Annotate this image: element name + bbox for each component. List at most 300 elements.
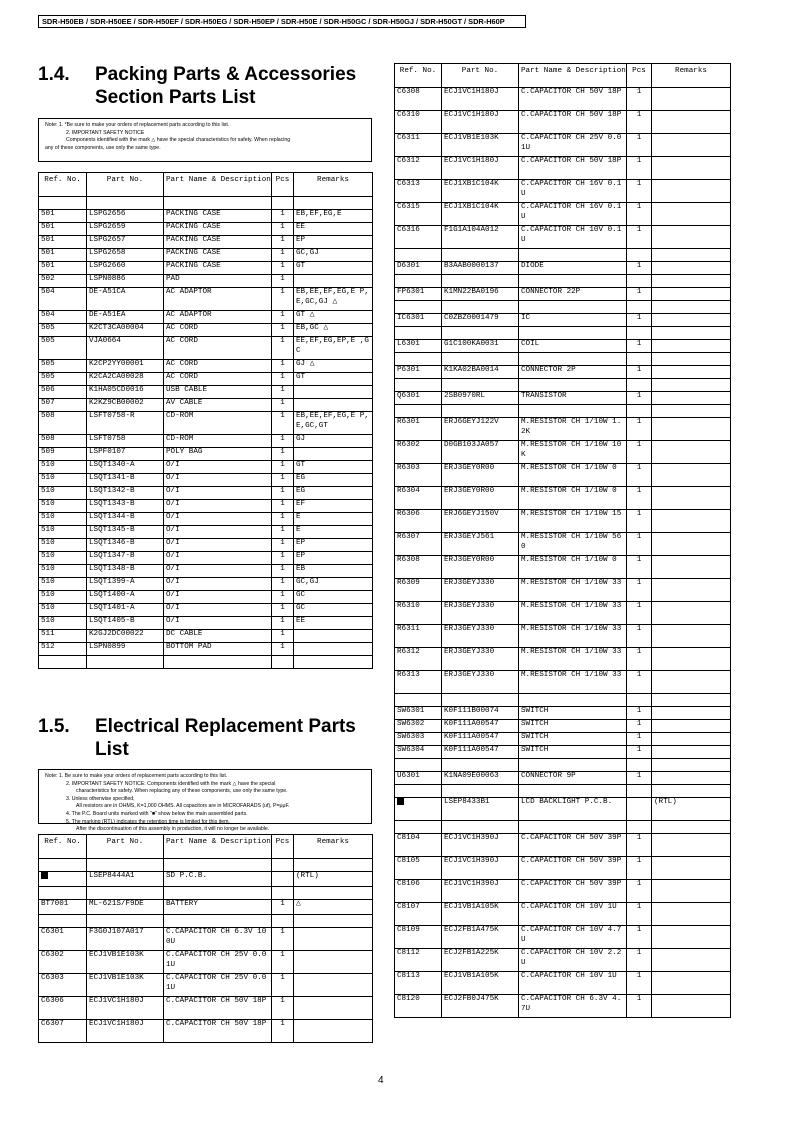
ref-number: 512 [41,643,55,651]
ref-cell [395,353,442,366]
quantity: 1 [272,604,294,617]
table-row [39,412,373,435]
ref-number: 501 [41,223,55,231]
part-name: TRANSISTOR [519,392,627,405]
quantity: 1 [627,707,652,720]
table-row [395,648,731,671]
quantity [627,249,652,262]
ref-cell [395,579,442,602]
ref-cell [395,340,442,353]
remarks-text: E [296,526,301,534]
remarks-cell [294,591,373,604]
part-number: K0F111B00074 [442,707,519,720]
remarks-cell [294,1020,373,1043]
ref-cell [39,643,87,656]
table-row [395,772,731,785]
part-name: CD-ROM [164,435,272,448]
part-name: SWITCH [519,733,627,746]
table-row [39,337,373,360]
remarks-cell [294,386,373,399]
part-name: PAD [164,275,272,288]
remarks-cell [294,887,373,900]
ref-number: 510 [41,539,55,547]
ref-cell [39,872,87,887]
remarks-cell [294,337,373,360]
remarks-cell [294,223,373,236]
part-name [519,785,627,798]
quantity: 1 [627,533,652,556]
part-name: AC CORD [164,324,272,337]
table-row [39,435,373,448]
ref-cell [395,379,442,392]
remarks-cell [652,288,731,301]
ref-number: 507 [41,399,55,407]
part-number: LSQT1340-A [87,461,164,474]
part-name: POLY BAG [164,448,272,461]
part-name: PACKING CASE [164,249,272,262]
part-number [442,759,519,772]
ref-cell [39,223,87,236]
part-name: CONNECTOR 2P [519,366,627,379]
ref-number: R6309 [397,579,420,587]
part-name: O/I [164,552,272,565]
part-name [164,197,272,210]
remarks-cell [652,249,731,262]
remarks-cell [294,872,373,887]
ref-cell [39,604,87,617]
part-name [164,656,272,669]
ref-cell [39,513,87,526]
ref-number: C6303 [41,974,64,982]
quantity: 1 [272,236,294,249]
part-number: K2CA2CA00028 [87,373,164,386]
ref-number: 510 [41,474,55,482]
part-name: M.RESISTOR CH 1/10W 33 [519,602,627,625]
col-part-header: Part No. [87,835,164,859]
remarks-cell [294,487,373,500]
table-row [395,733,731,746]
remarks-cell [294,630,373,643]
ref-cell [395,707,442,720]
part-name: SWITCH [519,746,627,759]
part-name: C.CAPACITOR CH 50V 18P [519,111,627,134]
remarks-cell [294,360,373,373]
remarks-cell [652,579,731,602]
ref-number: 510 [41,513,55,521]
ref-number: C8109 [397,926,420,934]
quantity: 1 [272,630,294,643]
quantity: 1 [272,552,294,565]
remarks-cell [294,997,373,1020]
table-row [395,720,731,733]
ref-cell [395,180,442,203]
part-number: LSPG2658 [87,249,164,262]
ref-number: 508 [41,435,55,443]
part-name [519,275,627,288]
part-number: B3AAB0000137 [442,262,519,275]
part-name: M.RESISTOR CH 1/10W 33 [519,625,627,648]
part-number: LSQT1343-B [87,500,164,513]
remarks-cell [294,915,373,928]
col-ref-header: Ref. No. [395,64,442,88]
ref-cell [39,951,87,974]
part-name: AC CORD [164,360,272,373]
remarks-text: GT [296,311,306,319]
ref-number: 505 [41,373,55,381]
remarks-cell [652,625,731,648]
remarks-cell [652,392,731,405]
part-number: K0F111A00547 [442,746,519,759]
part-number: K2KZ9CB00002 [87,399,164,412]
ref-number: C6316 [397,226,420,234]
remarks-cell [294,900,373,915]
part-number: ERJ3GEYJ330 [442,579,519,602]
part-number: ECJ1VC1H390J [442,834,519,857]
quantity: 1 [272,591,294,604]
remarks-cell [294,461,373,474]
remarks-text: EE [296,617,306,625]
part-name [519,379,627,392]
part-number: LSQT1400-A [87,591,164,604]
part-number: K2CT3CA00004 [87,324,164,337]
part-name: C.CAPACITOR CH 50V 39P [519,857,627,880]
quantity: 1 [627,648,652,671]
part-number: ECJ1VB1E103K [87,974,164,997]
part-name: SD P.C.B. [164,872,272,887]
quantity: 1 [627,366,652,379]
ref-cell [39,435,87,448]
part-name: C.CAPACITOR CH 16V 0.1U [519,203,627,226]
table-row [39,951,373,974]
ref-number: R6312 [397,648,420,656]
ref-cell [39,386,87,399]
remarks-cell [652,533,731,556]
col-remarks-header: Remarks [652,64,731,88]
remarks-cell [652,134,731,157]
ref-cell [395,288,442,301]
remarks-cell [294,448,373,461]
header-row [395,64,731,88]
table-row [395,926,731,949]
table-row [395,88,731,111]
ref-cell [39,197,87,210]
quantity [627,785,652,798]
table-row [39,210,373,223]
part-number: ERJ3GEYJ330 [442,602,519,625]
part-name [519,759,627,772]
table-row [39,526,373,539]
remarks-cell [294,275,373,288]
section-number: 1.4. [38,64,70,85]
remarks-cell [294,249,373,262]
ref-cell [395,327,442,340]
section-1-5-title [38,715,388,761]
ref-cell [395,926,442,949]
part-name: O/I [164,526,272,539]
table-row [39,275,373,288]
ref-number: R6303 [397,464,420,472]
part-number: ECJ1VC1H180J [442,157,519,180]
part-number [87,915,164,928]
quantity: 1 [627,464,652,487]
part-number [442,694,519,707]
note-line: 5. The marking (RTL) indicates the retention time is limited for this item. [66,818,230,825]
table-row [39,887,373,900]
table-row [39,324,373,337]
quantity [627,275,652,288]
remarks-cell [294,643,373,656]
part-number: K0F111A00547 [442,720,519,733]
ref-cell [395,157,442,180]
part-name [519,249,627,262]
part-name: M.RESISTOR CH 1/10W 33 [519,671,627,694]
part-name: C.CAPACITOR CH 10V 4.7U [519,926,627,949]
note-line: 2. IMPORTANT SAFETY NOTICE [66,129,145,136]
quantity [272,859,294,872]
part-number: ECJ1VB1E103K [87,951,164,974]
remarks-cell [652,340,731,353]
part-number: K2GJ2DC00022 [87,630,164,643]
table-row [395,275,731,288]
quantity: 1 [627,972,652,995]
note-line: All resistors are in OHMS, K=1,000 OHMS. All capacitors are in MICROFARADS (uf), P=μμF. [76,803,290,810]
part-name: O/I [164,513,272,526]
ref-cell [39,288,87,311]
quantity: 1 [272,928,294,951]
table-row [39,360,373,373]
ref-number: 510 [41,578,55,586]
table-row [39,399,373,412]
ref-number: SW6302 [397,720,425,728]
table-row [395,203,731,226]
table-row [39,500,373,513]
remarks-cell [652,275,731,288]
ref-number: 511 [41,630,55,638]
remarks-cell [294,311,373,324]
ref-cell [395,262,442,275]
remarks-text: (RTL) [296,872,319,880]
electrical-parts-table-continued [394,63,731,1018]
quantity: 1 [272,487,294,500]
remarks-cell [294,236,373,249]
ref-cell [39,275,87,288]
part-name: O/I [164,617,272,630]
part-number: ECJ1VC1H180J [442,88,519,111]
table-row [39,578,373,591]
quantity: 1 [272,974,294,997]
remarks-text: EB,GC [296,324,319,332]
part-number: ECJ1VC1H180J [87,1020,164,1043]
part-number: LSQT1344-B [87,513,164,526]
quantity: 1 [272,526,294,539]
table-row [39,311,373,324]
remarks-text: E [296,513,301,521]
packing-note [38,118,372,162]
table-row [395,392,731,405]
ref-cell [395,834,442,857]
part-number [442,405,519,418]
remarks-cell [652,366,731,379]
ref-number: 510 [41,487,55,495]
part-number [87,656,164,669]
part-number: ECJ1VC1H390J [442,880,519,903]
remarks-cell [652,602,731,625]
part-name: AC ADAPTOR [164,288,272,311]
safety-mark-icon: △ [309,359,315,368]
quantity: 1 [272,373,294,386]
ref-number: R6301 [397,418,420,426]
table-row [39,236,373,249]
ref-number: R6302 [397,441,420,449]
part-number [442,785,519,798]
ref-cell [395,203,442,226]
ref-number: R6310 [397,602,420,610]
part-name: C.CAPACITOR CH 25V 0.01U [519,134,627,157]
ref-cell [395,134,442,157]
table-row [395,111,731,134]
part-number: LSQT1348-B [87,565,164,578]
section-1-4-title [38,63,388,109]
remarks-cell [294,262,373,275]
ref-cell [395,111,442,134]
table-row [395,671,731,694]
part-number: ERJ6GEYJ150V [442,510,519,533]
part-number: ERJ3GEY0R00 [442,464,519,487]
remarks-cell [294,974,373,997]
part-number: F1G1A104A012 [442,226,519,249]
quantity: 1 [627,880,652,903]
col-remarks-header: Remarks [294,835,373,859]
table-row [39,859,373,872]
table-row [395,785,731,798]
part-name: USB CABLE [164,386,272,399]
quantity [272,197,294,210]
remarks-cell [652,857,731,880]
pcb-mark-icon [41,872,48,879]
part-number [442,327,519,340]
part-name: PACKING CASE [164,210,272,223]
col-name-header: Part Name & Description [164,173,272,197]
safety-mark-icon: △ [309,310,315,319]
quantity [627,379,652,392]
part-name: M.RESISTOR CH 1/10W 10K [519,441,627,464]
part-number: ECJ1VC1H180J [442,111,519,134]
part-name: AV CABLE [164,399,272,412]
part-name [164,887,272,900]
remarks-cell [652,798,731,821]
table-row [395,249,731,262]
ref-cell [39,900,87,915]
part-number: G1C100KA0031 [442,340,519,353]
remarks-cell [652,418,731,441]
ref-number: C6310 [397,111,420,119]
remarks-cell [652,464,731,487]
remarks-cell [652,180,731,203]
ref-number: 504 [41,288,55,296]
part-number: ERJ3GEYJ561 [442,533,519,556]
col-name-header: Part Name & Description [164,835,272,859]
remarks-text: GJ [296,435,306,443]
quantity: 1 [627,733,652,746]
ref-number: Q6301 [397,392,420,400]
quantity: 1 [627,926,652,949]
remarks-cell [294,399,373,412]
ref-cell [39,461,87,474]
part-name: C.CAPACITOR CH 50V 18P [164,997,272,1020]
quantity: 1 [627,834,652,857]
ref-cell [395,602,442,625]
table-row [39,643,373,656]
part-number: LSPG2657 [87,236,164,249]
table-row [395,533,731,556]
part-number: LSQT1401-A [87,604,164,617]
ref-cell [395,648,442,671]
part-name: AC CORD [164,337,272,360]
remarks-text: EE,EF,EG,EP,E ,GC [296,337,369,355]
part-name [519,821,627,834]
table-row [39,197,373,210]
quantity: 1 [627,720,652,733]
part-name: CD-ROM [164,412,272,435]
quantity: 1 [627,857,652,880]
quantity [627,405,652,418]
ref-number: R6308 [397,556,420,564]
ref-number: 501 [41,262,55,270]
quantity: 1 [627,995,652,1018]
ref-cell [39,487,87,500]
part-name: C.CAPACITOR CH 50V 39P [519,880,627,903]
ref-number: 510 [41,604,55,612]
part-number [442,353,519,366]
quantity: 1 [272,223,294,236]
remarks-text: EP [296,552,306,560]
remarks-text: EP [296,539,306,547]
quantity: 1 [627,288,652,301]
part-number: ERJ3GEY0R00 [442,487,519,510]
quantity: 1 [627,510,652,533]
remarks-text: EB,EF,EG,E [296,210,342,218]
table-row [395,746,731,759]
remarks-cell [652,379,731,392]
ref-number: U6301 [397,772,420,780]
quantity: 1 [272,500,294,513]
ref-cell [395,625,442,648]
table-row [39,915,373,928]
part-number: LSFT0758-R [87,412,164,435]
remarks-cell [294,324,373,337]
section-number: 1.5. [38,716,70,737]
ref-cell [395,995,442,1018]
quantity [272,872,294,887]
ref-cell [39,249,87,262]
table-row [39,386,373,399]
remarks-text: GC,GJ [296,249,319,257]
ref-cell [39,539,87,552]
remarks-cell [652,671,731,694]
quantity: 1 [272,617,294,630]
table-row [39,617,373,630]
quantity: 1 [272,249,294,262]
remarks-text: GT [296,373,306,381]
part-number: ECJ2FB0J475K [442,995,519,1018]
ref-cell [39,360,87,373]
remarks-cell [652,111,731,134]
ref-cell [395,418,442,441]
ref-cell [39,997,87,1020]
ref-number: C8107 [397,903,420,911]
note-line: Components identified with the mark △ have the special characteristics for safety. When replacing [66,137,291,144]
table-row [395,134,731,157]
